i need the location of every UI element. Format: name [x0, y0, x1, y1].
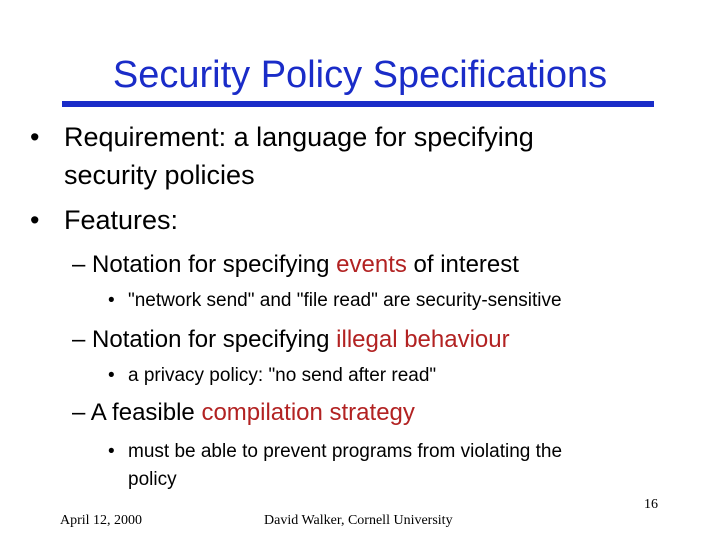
sub-item-text-before: Notation for specifying: [92, 326, 337, 353]
sub-item-events: [72, 250, 519, 280]
sub-item-emphasis: compilation strategy: [201, 399, 415, 426]
bullet-icon: •: [108, 365, 115, 386]
footer-date: April 12, 2000: [60, 513, 143, 528]
bullet-text: security policies: [64, 160, 255, 190]
bullet-icon: •: [108, 441, 115, 462]
sub-item-text-after: of interest: [406, 251, 519, 278]
sub-item-emphasis: illegal behaviour: [336, 326, 510, 353]
bullet-icon: •: [108, 290, 115, 311]
dash-icon: –: [72, 251, 86, 278]
sub-item-text-before: Notation for specifying: [92, 251, 337, 278]
detail-text: must be able to prevent programs from violating the: [128, 441, 563, 462]
title-underline: [62, 101, 654, 107]
sub-item-illegal-behaviour: [72, 325, 510, 355]
slide-title: Security Policy Specifications: [112, 54, 608, 96]
bullet-icon: •: [30, 205, 40, 235]
page-number: 16: [644, 497, 658, 512]
detail-text: "network send" and "file read" are security-sensitive: [128, 290, 562, 311]
sub-item-text-before: A feasible: [90, 399, 202, 426]
dash-icon: –: [72, 399, 86, 426]
detail-text: a privacy policy: "no send after read": [128, 365, 437, 386]
footer-author: David Walker, Cornell University: [264, 513, 453, 528]
bullet-text: Features:: [64, 205, 179, 235]
detail-text: policy: [128, 469, 177, 490]
dash-icon: –: [72, 326, 86, 353]
sub-item-compilation-strategy: [72, 398, 415, 428]
bullet-icon: •: [30, 122, 40, 152]
bullet-text: Requirement: a language for specifying: [64, 122, 534, 152]
sub-item-emphasis: events: [336, 251, 407, 278]
